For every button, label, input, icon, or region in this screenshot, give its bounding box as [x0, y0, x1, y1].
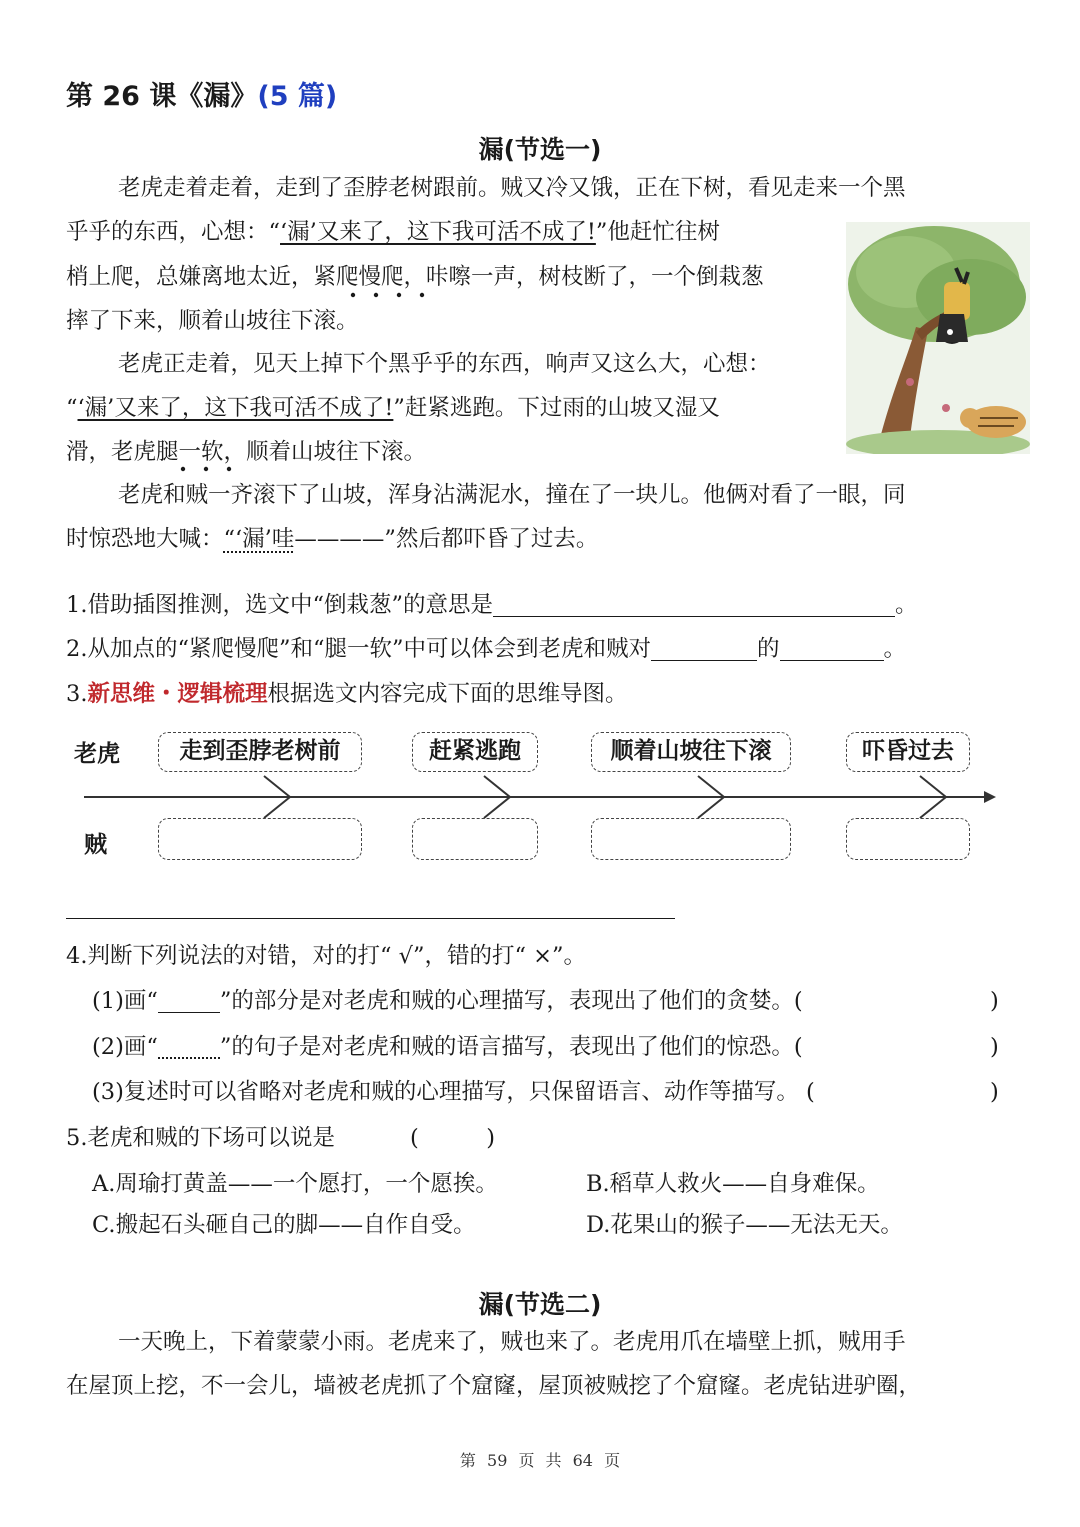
question-5-option-c[interactable]: C.搬起石头砸自己的脚——自作自受。: [92, 1212, 476, 1238]
question-2: 2.从加点的“紧爬慢爬”和“腿一软”中可以体会到老虎和贼对 的 。: [66, 636, 907, 662]
dotted-phrase-1: 紧爬慢爬: [313, 264, 404, 290]
mindmap-tiger-label: 老虎: [74, 741, 120, 767]
question-4-item-2-close[interactable]: ): [990, 1034, 999, 1060]
para-1-line-4: 摔了下来，顺着山坡往下滚。: [66, 308, 359, 334]
new-thinking-tag: 新思维・逻辑梳理: [87, 681, 268, 707]
para-3-line-2: 时惊恐地大喊：“‘漏’哇————”然后都吓昏了过去。: [66, 526, 599, 552]
tiger-thief-speech-underline: ‘漏’又来了，这下我可活不成了!: [280, 219, 596, 245]
question-4-item-1: (1)画“ ”的部分是对老虎和贼的心理描写，表现出了他们的贪婪。(: [92, 988, 803, 1014]
mindmap-thief-box-4[interactable]: [846, 818, 970, 860]
tiger-speech-underline: ‘漏’又来了，这下我可活不成了!: [77, 395, 394, 421]
section-2-title: 漏(节选二): [478, 1290, 602, 1319]
mindmap-thief-box-1[interactable]: [158, 818, 362, 860]
mindmap-thief-box-2[interactable]: [412, 818, 538, 860]
para-2-line-1: 老虎正走着，见天上掉下个黑乎乎的东西，响声又这么大，心想：: [118, 351, 771, 377]
question-4-item-1-close[interactable]: ): [990, 988, 999, 1014]
para-1-line-2: 乎乎的东西，心想：“‘漏’又来了，这下我可活不成了!”他赶忙往树: [66, 219, 720, 245]
para-1-line-1: 老虎走着走着，走到了歪脖老树跟前。贼又冷又饿，正在下树，看见走来一个黑: [118, 175, 906, 201]
question-4: 4.判断下列说法的对错，对的打“ √”，错的打“ ×”。: [66, 943, 586, 969]
section-2-line-1: 一天晚上，下着蒙蒙小雨。老虎来了，贼也来了。老虎用爪在墙壁上抓，贼用手: [118, 1329, 906, 1355]
para-2-line-3: 滑，老虎腿一软，顺着山坡往下滚。: [66, 439, 427, 465]
dotted-phrase-2: 腿一软: [156, 439, 224, 465]
mindmap-tiger-box-1: 走到歪脖老树前: [158, 732, 362, 772]
question-5-option-d[interactable]: D.花果山的猴子——无法无天。: [586, 1212, 903, 1238]
para-2-line-2: “‘漏’又来了，这下我可活不成了!”赶紧逃跑。下过雨的山坡又湿又: [66, 395, 720, 421]
question-4-item-2: (2)画“ ”的句子是对老虎和贼的语言描写，表现出了他们的惊恐。(: [92, 1034, 803, 1060]
divider-line: [66, 918, 675, 919]
question-5-option-a[interactable]: A.周瑜打黄盖——一个愿打，一个愿挨。: [92, 1171, 498, 1197]
page-number-footer: 第 59 页 共 64 页: [459, 1451, 621, 1470]
shout-dotted-underline: “‘漏’哇: [223, 526, 295, 552]
mindmap-thief-box-3[interactable]: [591, 818, 791, 860]
question-5: 5.老虎和贼的下场可以说是: [66, 1125, 335, 1151]
question-1: 1.借助插图推测，选文中“倒栽葱”的意思是 。: [66, 592, 918, 618]
question-4-item-3: (3)复述时可以省略对老虎和贼的心理描写，只保留语言、动作等描写。 (: [92, 1079, 815, 1105]
question-5-answer-paren[interactable]: ( ): [410, 1125, 496, 1151]
lesson-count: (5 篇): [257, 81, 338, 112]
section-1-title: 漏(节选一): [478, 135, 602, 164]
para-3-line-1: 老虎和贼一齐滚下了山坡，浑身沾满泥水，撞在了一块儿。他俩对看了一眼，同: [118, 482, 906, 508]
question-5-option-b[interactable]: B.稻草人救火——自身难保。: [586, 1171, 880, 1197]
dotted-line-sample: [158, 1039, 220, 1059]
lesson-title: 第 26 课《漏》(5 篇): [66, 81, 338, 112]
mindmap-tiger-box-4: 吓昏过去: [846, 732, 970, 772]
para-1-line-3: 梢上爬，总嫌离地太近，紧爬慢爬，咔嚓一声，树枝断了，一个倒栽葱: [66, 264, 764, 290]
section-2-line-2: 在屋顶上挖，不一会儿，墙被老虎抓了个窟窿，屋顶被贼挖了个窟窿。老虎钻进驴圈，: [66, 1373, 922, 1399]
mindmap-thief-label: 贼: [84, 832, 107, 858]
mindmap-tiger-box-2: 赶紧逃跑: [412, 732, 538, 772]
question-4-item-3-close[interactable]: ): [990, 1079, 999, 1105]
mindmap-tiger-box-3: 顺着山坡往下滚: [591, 732, 791, 772]
question-3: 3.新思维・逻辑梳理根据选文内容完成下面的思维导图。: [66, 681, 628, 707]
solid-line-sample: [158, 994, 220, 1013]
